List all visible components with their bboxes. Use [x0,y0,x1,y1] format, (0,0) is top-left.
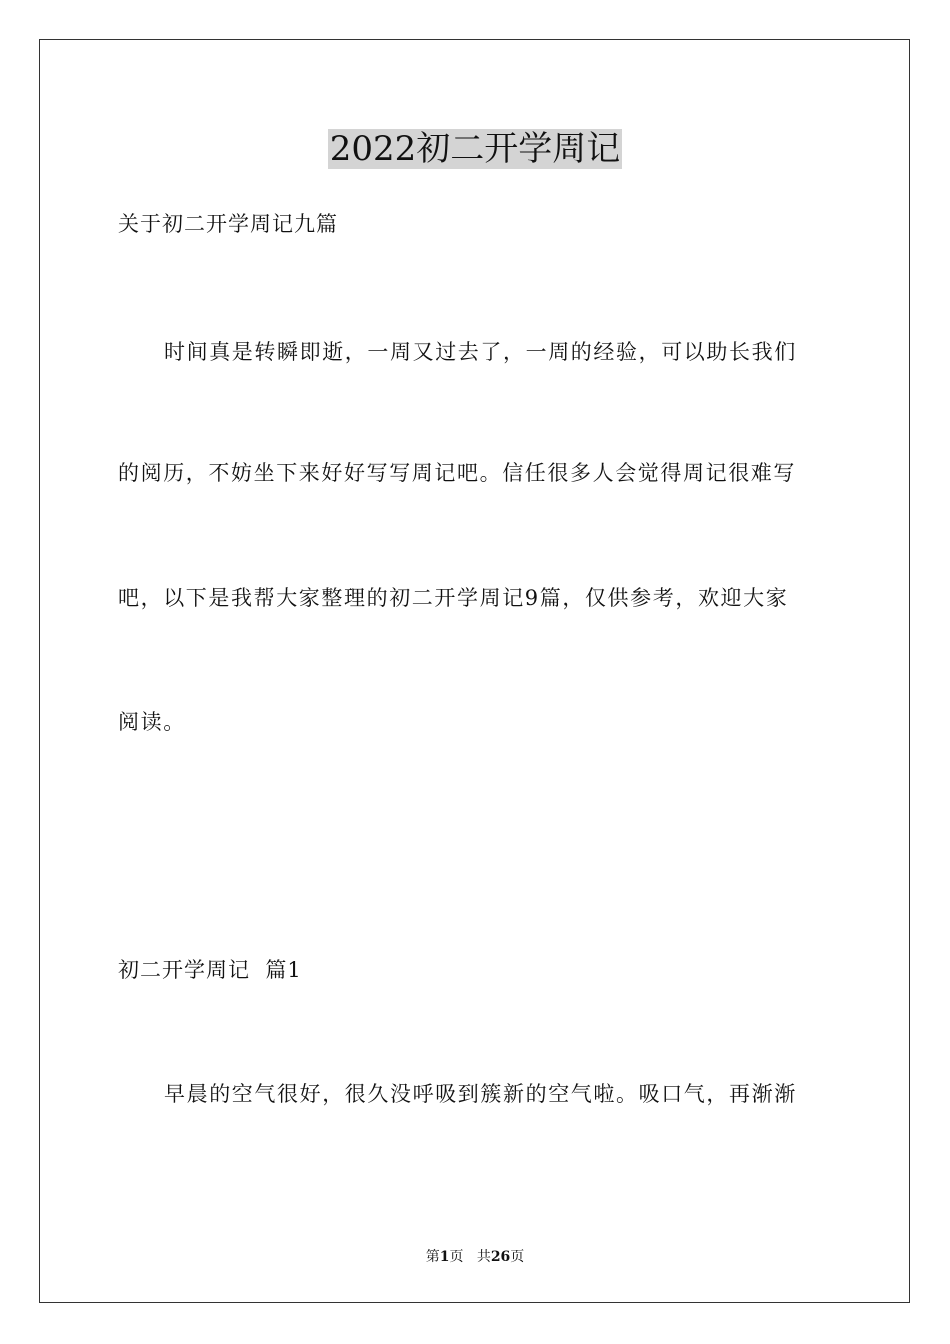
section-heading: 初二开学周记 篇1 [118,958,302,982]
footer-page-number: 1 [439,1249,450,1265]
footer-total-suffix: 页 [510,1249,525,1265]
document-subtitle: 关于初二开学周记九篇 [118,212,338,236]
document-title-text: 2022初二开学周记 [329,129,621,169]
page-footer [0,1247,950,1267]
footer-page-prefix: 第 [425,1249,440,1265]
intro-line-4: 阅读。 [118,710,186,734]
section-line-1: 早晨的空气很好，很久没呼吸到簇新的空气啦。吸口气，再渐渐 [164,1082,797,1106]
document-title [0,126,950,172]
intro-line-2: 的阅历，不妨坐下来好好写写周记吧。信任很多人会觉得周记很难写 [118,461,796,485]
footer-total-pages: 26 [490,1249,511,1265]
footer-total-prefix: 共 [476,1249,491,1265]
intro-line-3: 吧，以下是我帮大家整理的初二开学周记9篇，仅供参考，欢迎大家 [118,586,789,610]
intro-line-1: 时间真是转瞬即逝，一周又过去了，一周的经验，可以助长我们 [164,340,797,364]
footer-page-suffix: 页 [449,1249,464,1265]
